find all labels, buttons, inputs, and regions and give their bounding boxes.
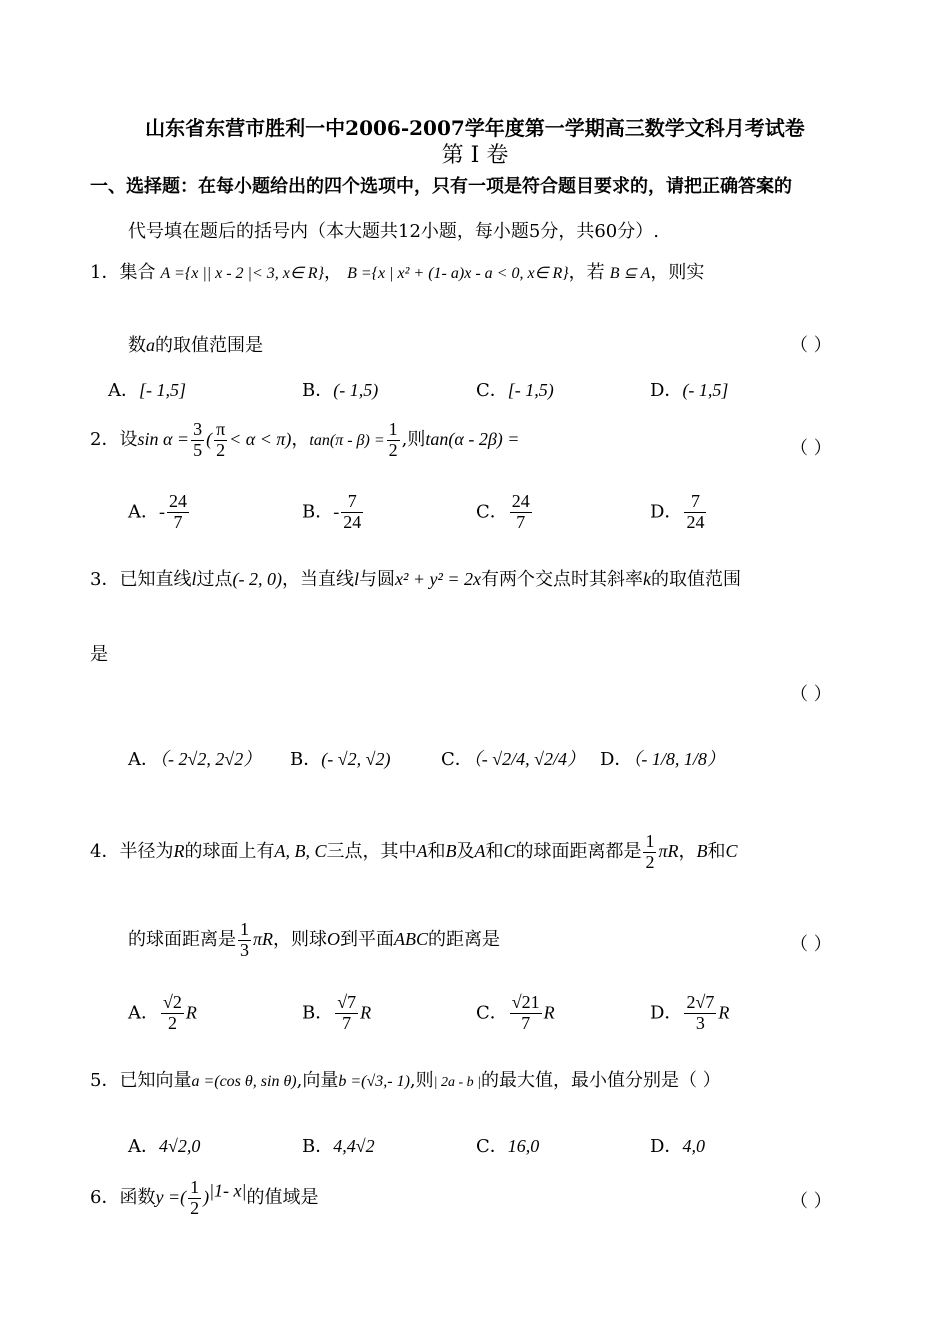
q4-option-b: B． $\frac{√7}{7}$ R xyxy=(302,992,372,1033)
q6-answer-paren: （ ） xyxy=(790,1191,832,1212)
q5-option-a: A．4√2,0 xyxy=(128,1136,201,1157)
q2-pre: 设 xyxy=(119,428,138,450)
q2-option-a: A．- $\frac{24}{7}$ xyxy=(128,491,187,532)
q3-slope-k: k xyxy=(643,569,652,589)
q2-cond: < α < π) xyxy=(229,428,292,449)
q3-line2: 是 xyxy=(90,644,108,665)
q1-condition: B ⊆ A xyxy=(609,265,651,282)
q4-option-d: D． $\frac{2√7}{3}$ R xyxy=(650,992,730,1033)
q1-option-b: B．(- 1,5) xyxy=(302,380,379,401)
q1-option-a: A．[- 1,5] xyxy=(108,380,187,401)
question-3: 3．已知直线l过点(- 2, 0)，当直线l与圆x² + y² = 2x有两个交点时其斜率k的取值范围 xyxy=(90,569,742,590)
section-heading-line2: 代号填在题后的括号内（本大题共12小题，每小题5分，共60分）. xyxy=(128,221,659,242)
q3-circle: x² + y² = 2x xyxy=(394,569,482,589)
page-title: 山东省东营市胜利一中2006-2007学年度第一学期高三数学文科月考试卷 xyxy=(145,116,805,140)
q5-number: 5． xyxy=(90,1070,120,1091)
q4-frac-1-2: $\frac{1}{2}$ xyxy=(645,831,655,872)
q1-option-d: D．(- 1,5] xyxy=(650,380,729,401)
q4-answer-paren: （ ） xyxy=(790,934,832,955)
q1-line2-post: 的取值范围是 xyxy=(155,335,263,356)
q3-option-c: C．（- √2/4, √2/4） xyxy=(441,749,586,770)
q2-number: 2． xyxy=(90,428,120,450)
q4-option-a: A． $\frac{√2}{2}$ R xyxy=(128,992,197,1033)
question-2: 2．设sin α = $\frac{3}{5}$ ( $\frac{\pi}{2}$ < α < π)，tan(π - β) = $\frac{1}{2}$ ,则tan(α - 2β) = xyxy=(90,419,520,460)
q1-pre: 集合 xyxy=(119,262,156,283)
q1-set-b: B ={x | x² + (1- a)x - a < 0, x∈ R} xyxy=(347,265,569,282)
q6-frac-1-2: $\frac{1}{2}$ xyxy=(190,1177,200,1218)
volume-title: 第 I 卷 xyxy=(441,143,509,168)
q5-option-d: D．4,0 xyxy=(650,1136,705,1157)
q2-option-c: C． $\frac{24}{7}$ xyxy=(476,491,530,532)
q5-vector-b: b =(√3,- 1) xyxy=(338,1073,410,1090)
q3-point: (- 2, 0) xyxy=(232,569,282,589)
q5-option-b: B．4,4√2 xyxy=(302,1136,375,1157)
q6-number: 6． xyxy=(90,1186,120,1208)
q3-number: 3． xyxy=(90,569,120,590)
q4-number: 4． xyxy=(90,840,120,862)
q1-comma2: ，若 xyxy=(568,262,605,283)
q2-frac-1-2: $\frac{1}{2}$ xyxy=(388,419,398,460)
q1-line2 xyxy=(128,331,263,357)
q2-tan1: tan(π - β) = xyxy=(309,431,385,449)
question-4: 4．半径为R的球面上有A, B, C三点，其中A和B及A和C的球面距离都是 $\frac{1}{2}$ πR，B和C xyxy=(90,831,738,872)
q4-line2: 的球面距离是 $\frac{1}{3}$ πR，则球O到平面ABC的距离是 xyxy=(128,919,501,960)
q4-option-c: C． $\frac{√21}{7}$ R xyxy=(476,992,555,1033)
q3-option-d: D．（- 1/8, 1/8） xyxy=(600,749,725,770)
q3-option-b: B．(- √2, √2) xyxy=(290,749,391,770)
q5-option-c: C．16,0 xyxy=(476,1136,540,1157)
q1-var-a: a xyxy=(146,335,155,355)
question-6: 6．函数y =( $\frac{1}{2}$ )$^{|1- x|}$的值域是 xyxy=(90,1177,319,1218)
q2-tan2: tan(α - 2β) = xyxy=(425,428,520,449)
q4-points: A, B, C xyxy=(274,840,327,861)
q3-answer-paren: （ ） xyxy=(790,684,832,705)
q3-option-a: A．（- 2√2, 2√2） xyxy=(128,749,262,770)
q2-frac-pi-2: $\frac{\pi}{2}$ xyxy=(216,419,226,460)
q2-answer-paren: （ ） xyxy=(790,438,832,459)
q2-option-b: B．- $\frac{7}{24}$ xyxy=(302,491,362,532)
question-1 xyxy=(90,258,704,284)
q1-number: 1． xyxy=(90,262,120,283)
q3-line-l: l xyxy=(191,569,197,589)
q1-option-c: C．[- 1,5) xyxy=(476,380,554,401)
question-5: 5．已知向量a =(cos θ, sin θ),向量b =(√3,- 1),则| 2a - b |的最大值，最小值分别是（ ） xyxy=(90,1070,721,1091)
q1-post: ，则实 xyxy=(650,262,705,283)
section-heading-line1: 一、选择题：在每小题给出的四个选项中，只有一项是符合题目要求的，请把正确答案的 xyxy=(90,176,792,197)
q6-function: y =( xyxy=(155,1186,187,1207)
q1-answer-paren: （ ） xyxy=(790,335,832,356)
q6-exponent: |1- x| xyxy=(209,1180,247,1201)
q4-frac-1-3: $\frac{1}{3}$ xyxy=(240,919,249,960)
q2-sin: sin α = xyxy=(137,428,190,449)
q2-frac-3-5: $\frac{3}{5}$ xyxy=(193,419,203,460)
q1-set-a: A ={x || x - 2 |< 3, x∈ R} xyxy=(160,265,324,282)
q1-comma1: ， xyxy=(323,262,342,283)
q5-vector-a: a =(cos θ, sin θ) xyxy=(191,1073,297,1090)
q2-option-d: D． $\frac{7}{24}$ xyxy=(650,491,705,532)
q5-magnitude: | 2a - b | xyxy=(433,1075,482,1090)
q1-line2-pre: 数 xyxy=(128,335,146,356)
